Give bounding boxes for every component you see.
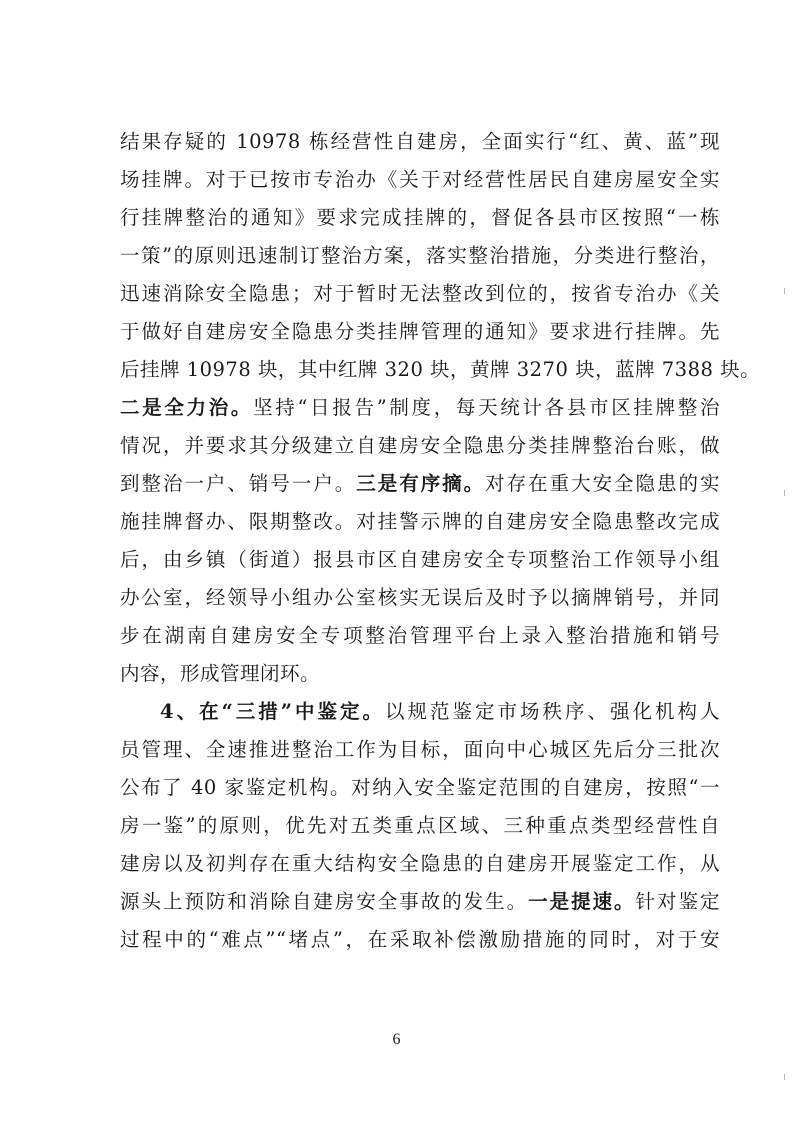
text-line: 行挂牌整治的通知》要求完成挂牌的，督促各县市区按照“一栋 [120,206,720,229]
text-run: 源头上预防和消除自建房安全事故的发生。 [120,890,529,913]
text-line [120,393,720,423]
text-run: 对存在重大安全隐患的实 [485,472,720,495]
text-line: 公布了 40 家鉴定机构。对纳入安全鉴定范围的自建房，按照“一 [120,776,720,799]
section-heading: 4、在“三措”中鉴定。 [160,700,385,723]
text-run: 针对鉴定 [635,890,720,913]
text-line: 建房以及初判存在重大结构安全隐患的自建房开展鉴定工作，从 [120,852,720,875]
text-run: 坚持“日报告”制度，每天统计各县市区挂牌整治 [253,396,720,419]
text-run: 到整治一户、销号一户。 [120,472,357,495]
bold-lead: 二是全力治。 [120,396,254,419]
text-line: 迅速消除安全隐患；对于暂时无法整改到位的，按省专治办《关 [120,282,720,305]
text-line: 后，由乡镇（街道）报县市区自建房安全专项整治工作领导小组 [120,548,720,571]
text-line [120,469,720,499]
text-line: 办公室，经领导小组办公室核实无误后及时予以摘牌销号，并同 [120,586,720,609]
text-run: 以规范鉴定市场秩序、强化机构人 [385,700,720,723]
scan-mark [784,490,785,496]
text-line: 员管理、全速推进整治工作为目标，面向中心城区先后分三批次 [120,738,720,761]
text-line: 一策”的原则迅速制订整治方案，落实整治措施，分类进行整治， [120,244,720,267]
scan-mark [784,288,785,294]
text-line: 于做好自建房安全隐患分类挂牌管理的通知》要求进行挂牌。先 [120,320,720,343]
text-line: 施挂牌督办、限期整改。对挂警示牌的自建房安全隐患整改完成 [120,510,720,533]
scan-mark [784,1074,785,1080]
text-line: 场挂牌。对于已按市专治办《关于对经营性居民自建房屋安全实 [120,168,720,191]
page-number: 6 [392,1031,401,1048]
text-line: 情况，并要求其分级建立自建房安全隐患分类挂牌整治台账，做 [120,434,720,457]
text-line: 结果存疑的 10978 栋经营性自建房，全面实行“红、黄、蓝”现 [120,130,720,153]
text-line [120,887,720,917]
text-line: 过程中的“难点”“堵点”，在采取补偿激励措施的同时，对于安 [120,928,720,951]
bold-lead: 三是有序摘。 [356,472,486,495]
section-heading-line [160,697,720,727]
text-line: 房一鉴”的原则，优先对五类重点区域、三种重点类型经营性自 [120,814,720,837]
text-line: 步在湖南自建房安全专项整治管理平台上录入整治措施和销号 [120,624,720,647]
bold-lead: 一是提速。 [528,890,636,913]
text-line: 内容，形成管理闭环。 [120,662,321,685]
text-line: 后挂牌 10978 块，其中红牌 320 块，黄牌 3270 块，蓝牌 7388 块。 [120,358,761,381]
